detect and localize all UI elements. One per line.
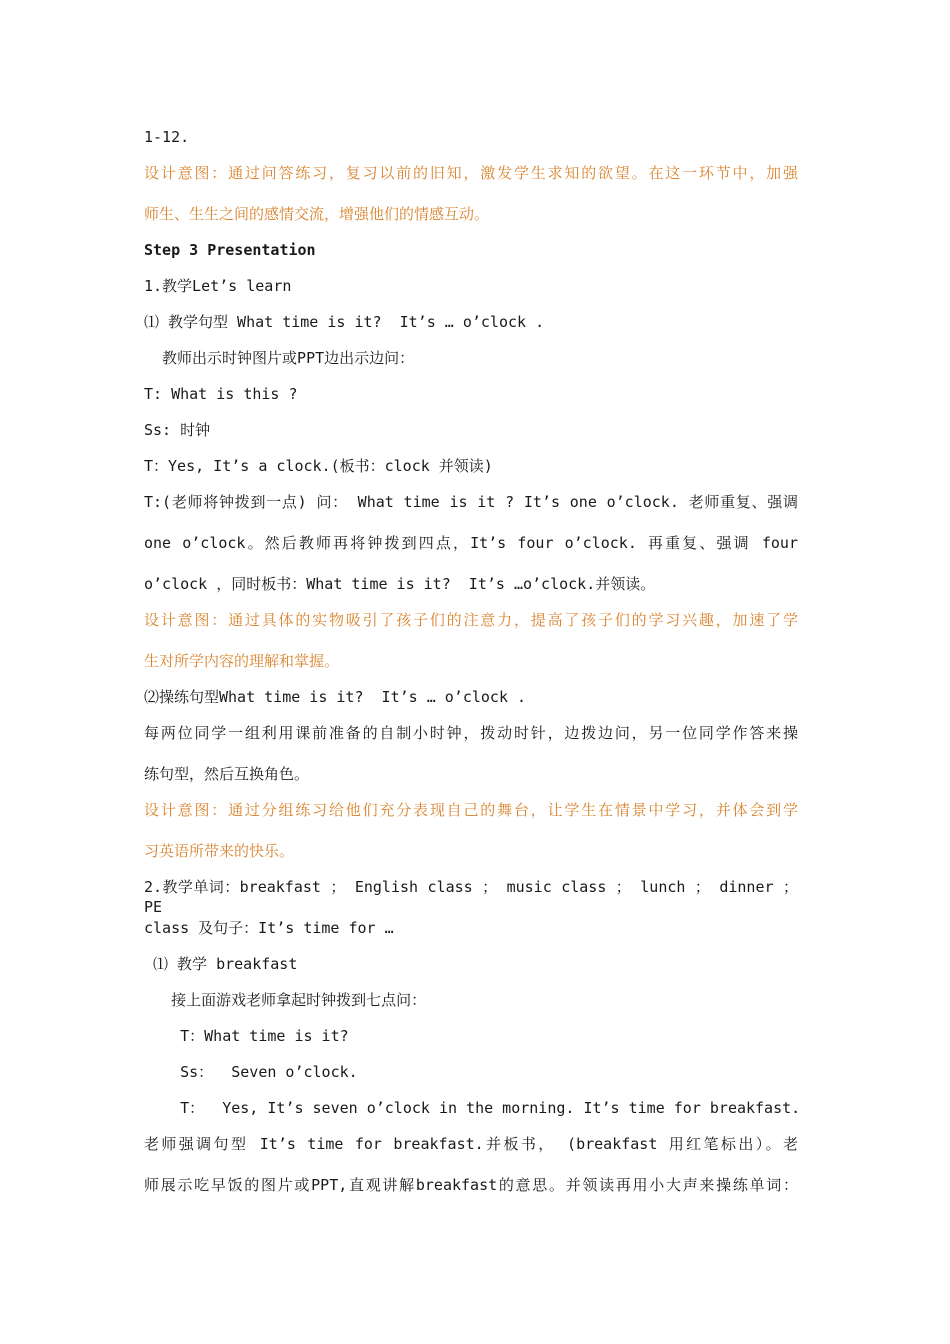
design-intent-note: 师生、生生之间的感情交流，增强他们的情感互动。 — [144, 205, 490, 223]
design-intent-note: 设计意图：通过具体的实物吸引了孩子们的注意力，提高了孩子们的学习兴趣，加速了学 — [144, 611, 798, 629]
text-line: one o’clock。然后教师再将钟拨到四点，It’s four o’clock. 再重复、强调 four — [144, 534, 798, 552]
text-line: o’clock ，同时板书：What time is it? It’s …o’clock.并领读。 — [144, 575, 656, 593]
design-intent-note: 生对所学内容的理解和掌握。 — [144, 652, 340, 670]
text-line: ⑴ 教学句型 What time is it? It’s … o’clock . — [144, 313, 545, 331]
text-line: 教师出示时钟图片或PPT边出示边问： — [144, 349, 415, 367]
text-line: 1.教学Let’s learn — [144, 277, 292, 295]
text-line: 练句型，然后互换角色。 — [144, 765, 310, 783]
design-intent-note: 设计意图：通过分组练习给他们充分表现自己的舞台，让学生在情景中学习，并体会到学 — [144, 801, 798, 819]
text-line: ⑵操练句型What time is it? It’s … o’clock . — [144, 688, 527, 706]
dialogue-line: T： Yes, It’s seven o’clock in the morning. It’s time for breakfast. — [144, 1099, 801, 1117]
text-line: 接上面游戏老师拿起时钟拨到七点问： — [144, 991, 427, 1009]
dialogue-line: T：What time is it? — [144, 1027, 349, 1045]
text-line: class 及句子：It’s time for … — [144, 919, 394, 937]
dialogue-line: T：Yes, It’s a clock.(板书：clock 并领读) — [144, 457, 493, 475]
text-line: 师展示吃早饭的图片或PPT,直观讲解breakfast的意思。并领读再用小大声来操练单词： — [144, 1176, 798, 1194]
dialogue-line: Ss: 时钟 — [144, 421, 211, 439]
text-line: T:(老师将钟拨到一点) 问： What time is it ? It’s one o’clock. 老师重复、强调 — [144, 493, 798, 511]
dialogue-line: Ss： Seven o’clock. — [144, 1063, 358, 1081]
text-line: 每两位同学一组利用课前准备的自制小时钟，拨动时针，边拨边问，另一位同学作答来操 — [144, 724, 798, 742]
text-line: 1-12. — [144, 128, 190, 146]
section-heading: Step 3 Presentation — [144, 241, 316, 259]
dialogue-line: T: What is this ? — [144, 385, 298, 403]
design-intent-note: 设计意图：通过问答练习，复习以前的旧知，激发学生求知的欲望。在这一环节中，加强 — [144, 164, 798, 182]
design-intent-note: 习英语所带来的快乐。 — [144, 842, 295, 860]
text-line: ⑴ 教学 breakfast — [144, 955, 298, 973]
text-line: 老师强调句型 It’s time for breakfast.并板书， (breakfast 用红笔标出）。老 — [144, 1135, 798, 1153]
text-line: 2.教学单词：breakfast ； English class ； music class ； lunch ； dinner ； PE — [144, 878, 798, 916]
